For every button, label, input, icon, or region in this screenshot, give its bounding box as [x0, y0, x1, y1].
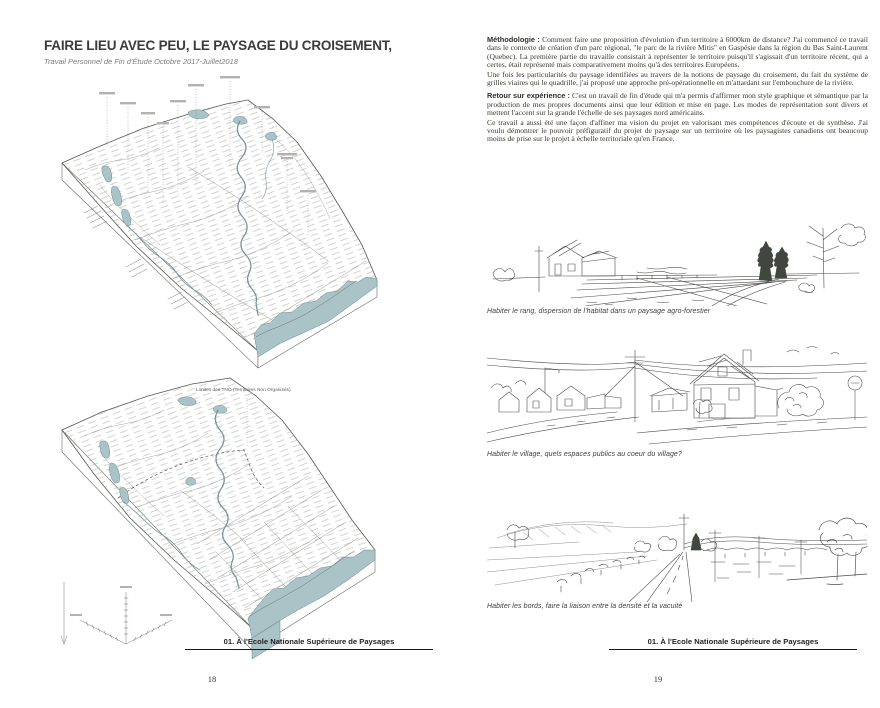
section-body: Une fois les particularités du paysage identifiées au travers de la notions de paysage du croisement, du fait du système de grilles viaires qui le quadrille, j'ai proposé une approche pré-opérationnelle en m'attardant sur l'embouchure de la rivière.	[487, 69, 868, 88]
page-subtitle: Travail Personnel de Fin d'Étude Octobre 2017-Juillet2018	[44, 57, 238, 66]
section-body: Comment faire une proposition d'évolution d'un territoire à 6000km de distance? J'ai commencé ce travail dans le contexte de création d'un parc régional, "le parc de la rivière Mitis" en Gaspésie dans la région du Bas Saint-Laurent (Quebec). La première partie du travaille consistait à représenter le territoire puisqu'il s'agissait d'un territoire récent, qui a certes, était représenté mais comparativement moins qu'à des territoires Européens.	[487, 35, 868, 70]
sketch-caption: Habiter les bords, faire la liaison entre la densité et la vacuité	[487, 603, 683, 610]
sketch-rang	[487, 218, 867, 306]
axonometric-scale-axes	[58, 578, 178, 656]
tno-boundary-label: Limites des TNO (Territoires Non Organisés)	[196, 388, 291, 393]
left-page-number: 18	[207, 674, 217, 684]
sketch-bords	[487, 490, 867, 602]
left-footer-caption: 01. À l'Ecole Nationale Supérieure de Paysages	[185, 637, 433, 650]
methodology-text	[487, 36, 868, 145]
section-lead: Méthodologie :	[487, 35, 540, 44]
sketch-caption: Habiter le rang, dispersion de l'habitat dans un paysage agro-forestier	[487, 308, 711, 315]
section-lead: Retour sur expérience :	[487, 91, 570, 101]
axonometric-map-top	[40, 75, 445, 370]
section-body: Ce travail a aussi été une façon d'affiner ma vision du projet en valorisant mes compétences d'écoute et de synthèse. J'ai voulu démontrer le pouvoir préfiguratif du projet de paysage sur un territoire où les paysagistes canadiens ont beaucoup moins de prise sur le projet à échelle territoriale qu'en France.	[487, 117, 868, 144]
right-page-number: 19	[653, 674, 663, 684]
evergreen-trees	[758, 241, 789, 281]
sketch-village	[487, 338, 867, 446]
right-footer-caption: 01. À l'Ecole Nationale Supérieure de Paysages	[609, 637, 857, 650]
page-title: FAIRE LIEU AVEC PEU, LE PAYSAGE DU CROISEMENT,	[44, 38, 392, 53]
sketch-caption: Habiter le village, quels espaces publics au coeur du village?	[487, 451, 682, 458]
section-body: C'est un travail de fin d'étude qui m'a permis d'affirmer mon style graphique et sémantique par la production de mes propres documents ainsi que leur édition et mise en page. Les modes de représentation sont divers et mettent l'accent sur la grande l'échelle de ses paysages nord américains.	[487, 91, 868, 118]
